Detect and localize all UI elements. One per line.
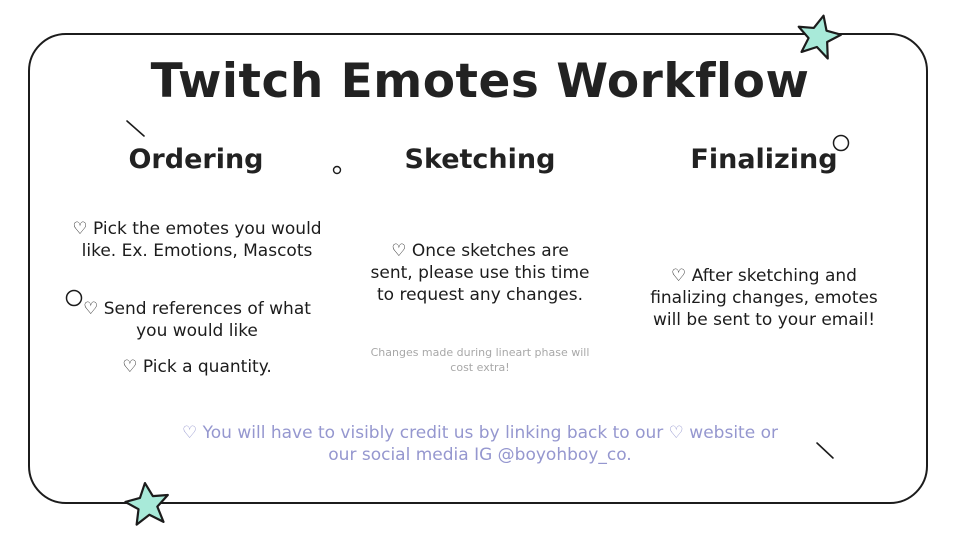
heading-sketching: Sketching [404,144,556,175]
circle-icon-small [331,164,343,176]
ordering-step-pick-emotes: ♡ Pick the emotes you would like. Ex. Emotions, Mascots [72,219,322,261]
credit-footer: ♡ You will have to visibly credit us by linking back to our ♡ website or our social media IG @boyohboy_co. [182,423,778,465]
sketching-extra-cost-note: Changes made during lineart phase will cost extra! [370,346,590,374]
page-title: Twitch Emotes Workflow [150,54,810,109]
ordering-step-send-references: ♡ Send references of what you would like [83,299,311,341]
heading-ordering: Ordering [128,144,264,175]
ordering-step-pick-quantity: ♡ Pick a quantity. [122,357,272,377]
star-icon-bottom-left [122,480,172,530]
line-icon-bottom-right [814,440,838,464]
sketching-step-request-changes: ♡ Once sketches are sent, please use this time to request any changes. [370,241,590,305]
heading-finalizing: Finalizing [690,144,838,175]
finalizing-step-email-delivery: ♡ After sketching and finalizing changes, emotes will be sent to your email! [650,266,878,330]
line-icon-top-left [124,118,148,142]
